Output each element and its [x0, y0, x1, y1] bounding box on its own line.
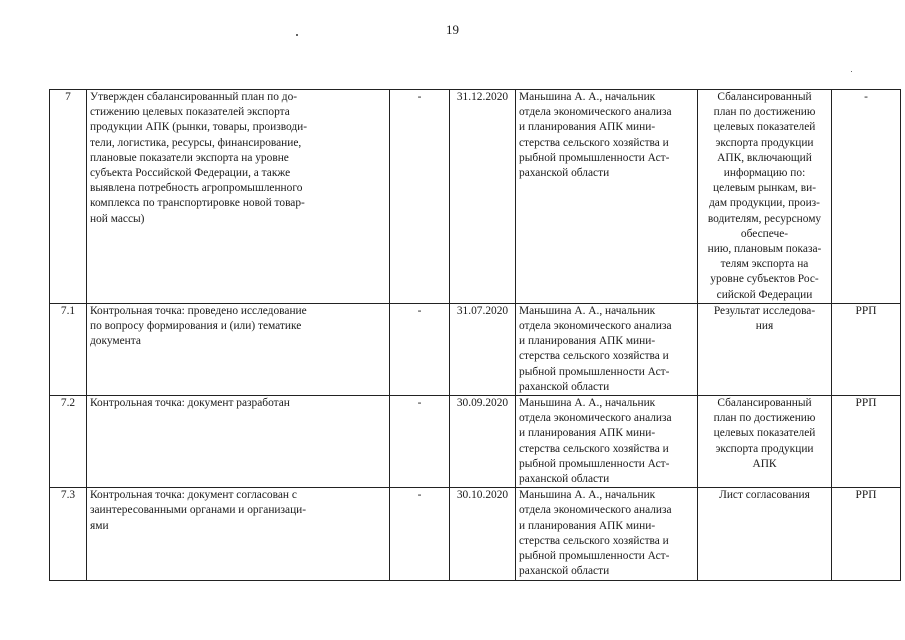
- result-cell: [698, 303, 832, 395]
- row-number: 7.3: [60, 489, 76, 502]
- responsible-line: Маньшина А. А., начальник: [519, 397, 656, 410]
- task-description-line: ями: [90, 519, 109, 532]
- result-line: Сбалансированный: [717, 91, 812, 103]
- table-row: [50, 90, 901, 304]
- result-line: целевых показателей: [713, 121, 816, 134]
- responsible-line: раханской области: [519, 565, 610, 578]
- start-date-cell: [390, 90, 450, 304]
- row-number-cell: [50, 303, 87, 395]
- row-number: 7: [65, 91, 71, 103]
- responsible-line: стерства сельского хозяйства и: [519, 534, 669, 547]
- task-description-line: Контрольная точка: документ разработан: [90, 397, 290, 410]
- start-date: -: [417, 91, 422, 103]
- responsible-line: рыбной промышленности Аст-: [519, 550, 670, 563]
- system-code: -: [864, 91, 868, 103]
- page-number: 19: [446, 22, 459, 37]
- result-line: АПК, включающий: [717, 151, 812, 164]
- result-line: Сбалансированный: [717, 397, 812, 410]
- responsible-line: Маньшина А. А., начальник: [519, 489, 656, 502]
- responsible-line: отдела экономического анализа: [519, 504, 672, 517]
- system-code: РРП: [855, 397, 877, 410]
- task-description-cell: [87, 90, 390, 304]
- result-cell: [698, 488, 832, 580]
- end-date-cell: [450, 303, 516, 395]
- start-date: -: [417, 489, 422, 502]
- responsible-line: рыбной промышленности Аст-: [519, 365, 670, 378]
- result-cell: [698, 396, 832, 488]
- responsible-line: и планирования АПК мини-: [519, 335, 656, 348]
- system-cell: [832, 396, 901, 488]
- result-line: экспорта продукции: [715, 136, 814, 149]
- task-description-line: субъекта Российской Федерации, а также: [90, 167, 291, 180]
- start-date: -: [417, 304, 422, 317]
- row-number: 7.2: [60, 397, 76, 410]
- responsible-line: и планирования АПК мини-: [519, 519, 656, 532]
- result-line: АПК: [752, 457, 777, 470]
- task-description-cell: [87, 488, 390, 580]
- responsible-line: и планирования АПК мини-: [519, 427, 656, 440]
- responsible-line: раханской области: [519, 167, 610, 180]
- result-line: нию, плановым показа-: [707, 243, 822, 256]
- table-row: [50, 303, 901, 395]
- responsible-line: стерства сельского хозяйства и: [519, 350, 669, 363]
- result-line: план по достижению: [713, 106, 816, 119]
- scan-speck: [851, 71, 852, 72]
- row-number-cell: [50, 90, 87, 304]
- responsible-cell: [516, 488, 698, 580]
- responsible-line: стерства сельского хозяйства и: [519, 442, 669, 455]
- result-line: целевым рынкам, ви-: [712, 182, 816, 195]
- result-line: Лист согласования: [719, 489, 810, 502]
- task-description-line: продукции АПК (рынки, товары, производи-: [90, 121, 308, 134]
- task-description-line: ной массы): [90, 212, 145, 225]
- table-row: [50, 396, 901, 488]
- result-line: ния: [755, 320, 774, 333]
- result-line: информацию по:: [723, 167, 806, 180]
- responsible-line: раханской области: [519, 380, 610, 393]
- result-line: уровне субъектов Рос-: [710, 273, 819, 286]
- start-date-cell: [390, 396, 450, 488]
- system-cell: [832, 90, 901, 304]
- system-code: РРП: [855, 489, 877, 502]
- result-line: Результат исследова-: [713, 304, 816, 317]
- end-date: 30.09.2020: [456, 397, 509, 410]
- task-description-line: тели, логистика, ресурсы, финансирование,: [90, 136, 302, 149]
- responsible-line: рыбной промышленности Аст-: [519, 151, 670, 164]
- result-line: обеспече-: [740, 227, 789, 240]
- system-cell: [832, 303, 901, 395]
- responsible-cell: [516, 396, 698, 488]
- result-line: водителям, ресурсному: [707, 212, 822, 225]
- end-date: 30.10.2020: [456, 489, 509, 502]
- scan-speck: [296, 34, 298, 36]
- responsible-cell: [516, 303, 698, 395]
- task-description-line: Контрольная точка: проведено исследование: [90, 304, 307, 317]
- result-line: телям экспорта на: [720, 258, 809, 271]
- responsible-line: отдела экономического анализа: [519, 320, 672, 333]
- task-description-line: Контрольная точка: документ согласован с: [90, 489, 297, 502]
- task-description-line: комплекса по транспортировке новой товар-: [90, 197, 305, 210]
- end-date-cell: [450, 396, 516, 488]
- table-row: [50, 488, 901, 580]
- result-line: план по достижению: [713, 412, 816, 425]
- responsible-line: и планирования АПК мини-: [519, 121, 656, 134]
- result-line: экспорта продукции: [715, 442, 814, 455]
- result-line: сийской Федерации: [716, 288, 813, 301]
- task-description-line: Утвержден сбалансированный план по до-: [90, 91, 298, 103]
- task-description-line: стижению целевых показателей экспорта: [90, 106, 290, 119]
- responsible-line: отдела экономического анализа: [519, 412, 672, 425]
- task-description-line: выявлена потребность агропромышленного: [90, 182, 303, 195]
- task-description-line: плановые показатели экспорта на уровне: [90, 151, 289, 164]
- end-date-cell: [450, 90, 516, 304]
- responsible-cell: [516, 90, 698, 304]
- responsible-line: отдела экономического анализа: [519, 106, 672, 119]
- system-cell: [832, 488, 901, 580]
- row-number-cell: [50, 488, 87, 580]
- responsible-line: раханской области: [519, 473, 610, 486]
- end-date: 31.12.2020: [456, 91, 509, 103]
- activity-plan-table: [49, 89, 901, 581]
- task-description-line: по вопросу формирования и (или) тематике: [90, 320, 302, 333]
- start-date: -: [417, 397, 422, 410]
- system-code: РРП: [855, 304, 877, 317]
- task-description-line: заинтересованными органами и организаци-: [90, 504, 307, 517]
- task-description-cell: [87, 303, 390, 395]
- end-date-cell: [450, 488, 516, 580]
- start-date-cell: [390, 488, 450, 580]
- result-line: целевых показателей: [713, 427, 816, 440]
- responsible-line: Маньшина А. А., начальник: [519, 304, 656, 317]
- row-number: 7.1: [60, 304, 76, 317]
- end-date: 31.07.2020: [456, 304, 509, 317]
- responsible-line: стерства сельского хозяйства и: [519, 136, 669, 149]
- result-cell: [698, 90, 832, 304]
- responsible-line: Маньшина А. А., начальник: [519, 91, 656, 103]
- row-number-cell: [50, 396, 87, 488]
- responsible-line: рыбной промышленности Аст-: [519, 457, 670, 470]
- start-date-cell: [390, 303, 450, 395]
- task-description-cell: [87, 396, 390, 488]
- result-line: дам продукции, произ-: [709, 197, 820, 210]
- task-description-line: документа: [90, 335, 141, 348]
